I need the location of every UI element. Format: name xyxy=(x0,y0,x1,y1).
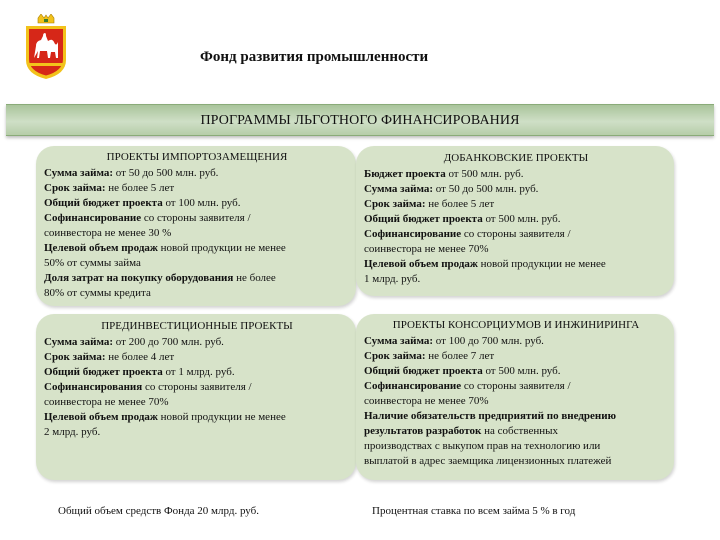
program-line: соинвестора не менее 70% xyxy=(364,395,489,407)
program-line: Общий бюджет проекта от 100 млн. руб. xyxy=(44,197,241,209)
program-line: Общий бюджет проекта от 500 млн. руб. xyxy=(364,213,561,225)
banner-title: ПРОГРАММЫ ЛЬГОТНОГО ФИНАНСИРОВАНИЯ xyxy=(200,113,520,128)
fund-title: Фонд развития промышленности xyxy=(200,49,429,65)
program-card-title: ПРЕДИНВЕСТИЦИОННЫЕ ПРОЕКТЫ xyxy=(101,320,293,332)
program-line: соинвестора не менее 30 % xyxy=(44,227,172,239)
program-line: Срок займа: не более 5 лет xyxy=(364,198,495,210)
program-line: 2 млрд. руб. xyxy=(44,426,101,438)
program-line: Сумма займа: от 50 до 500 млн. руб. xyxy=(364,183,539,195)
program-card-title: ПРОЕКТЫ ИМПОРТОЗАМЕЩЕНИЯ xyxy=(106,151,288,163)
program-line: Софинансирования со стороны заявителя / xyxy=(44,381,252,393)
program-line: Срок займа: не более 5 лет xyxy=(44,182,175,194)
program-line: Софинансирование со стороны заявителя / xyxy=(364,380,571,392)
program-line: 80% от суммы кредита xyxy=(44,287,151,299)
program-card-title: ПРОЕКТЫ КОНСОРЦИУМОВ И ИНЖИНИРИНГА xyxy=(392,319,640,331)
program-line: производствах с выкупом прав на технологию или xyxy=(364,440,601,452)
program-line: Целевой объем продаж новой продукции не менее xyxy=(44,242,286,254)
program-card-title: ДОБАНКОВСКИЕ ПРОЕКТЫ xyxy=(443,152,589,164)
program-card-prebank xyxy=(356,146,674,296)
program-card-preinvestment xyxy=(36,314,356,480)
program-line: 50% от суммы займа xyxy=(44,257,141,269)
program-line: Доля затрат на покупку оборудования не более xyxy=(44,272,276,284)
coat-of-arms-icon xyxy=(24,14,68,80)
program-line: Целевой объем продаж новой продукции не менее xyxy=(364,258,606,270)
program-line: Срок займа: не более 7 лет xyxy=(364,350,495,362)
program-line: Общий бюджет проекта от 1 млрд. руб. xyxy=(44,366,235,378)
program-line: Бюджет проекта от 500 млн. руб. xyxy=(364,168,524,180)
program-line: 1 млрд. руб. xyxy=(364,273,421,285)
program-line: соинвестора не менее 70% xyxy=(44,396,169,408)
program-line: Общий бюджет проекта от 500 млн. руб. xyxy=(364,365,561,377)
program-line: Целевой объем продаж новой продукции не менее xyxy=(44,411,286,423)
program-line: Сумма займа: от 100 до 700 млн. руб. xyxy=(364,335,544,347)
program-line: Наличие обязательств предприятий по внедрению xyxy=(364,410,616,422)
interest-rate-note: Процентная ставка по всем займа 5 % в год xyxy=(372,505,576,517)
program-line: соинвестора не менее 70% xyxy=(364,243,489,255)
fund-volume-note: Общий объем средств Фонда 20 млрд. руб. xyxy=(58,505,260,517)
program-line: результатов разработок на собственных xyxy=(364,425,558,437)
program-line: Софинансирование со стороны заявителя / xyxy=(44,212,251,224)
program-card-import-substitution xyxy=(36,146,356,306)
program-line: Сумма займа: от 50 до 500 млн. руб. xyxy=(44,167,219,179)
program-line: Срок займа: не более 4 лет xyxy=(44,351,175,363)
program-line: выплатой в адрес заемщика лицензионных платежей xyxy=(364,455,612,467)
program-line: Сумма займа: от 200 до 700 млн. руб. xyxy=(44,336,224,348)
program-card-consortium-engineering xyxy=(356,314,674,480)
programs-banner xyxy=(6,104,714,136)
program-line: Софинансирование со стороны заявителя / xyxy=(364,228,571,240)
